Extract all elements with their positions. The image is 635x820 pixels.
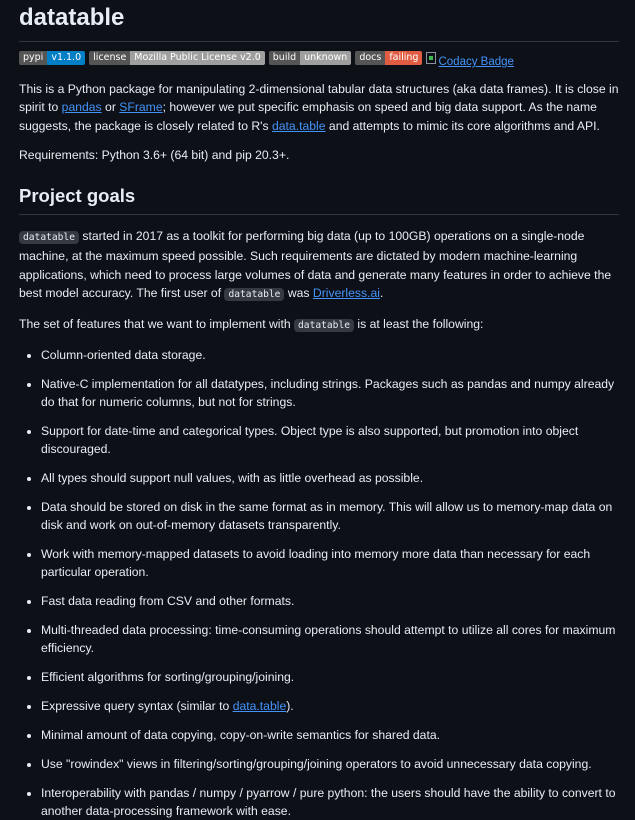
features-intro-text: The set of features that we want to implement with <box>19 317 295 332</box>
badge-label: docs <box>355 51 385 65</box>
badge-value: failing <box>385 51 422 65</box>
list-item: • Fast data reading from CSV and other formats. <box>41 592 619 610</box>
list-item <box>41 697 619 715</box>
list-item: • Native-C implementation for all datatypes, including strings. Packages such as pandas and numpy already do that for numeric columns, but not for strings. <box>41 375 619 412</box>
goals-text: was <box>284 286 313 301</box>
goals-text: started in 2017 as a toolkit for performing big data (up to 100GB) operations on a single-node machine, at the maximum speed possible. Such requirements are dictated by modern machine-learning applications, which need to process large volumes of data and generate many features in order to achieve the best model accuracy. The first user of <box>19 229 612 301</box>
badge-value: Mozilla Public License v2.0 <box>130 51 264 65</box>
list-item: • Column-oriented data storage. <box>41 346 619 364</box>
list-item: • All types should support null values, with as little overhead as possible. <box>41 469 619 487</box>
goals-paragraph <box>19 227 619 304</box>
intro-text: This is a Python package for manipulating 2-dimensional tabular data structures (aka data frames). It is close in spirit to <box>19 82 619 115</box>
pypi-badge[interactable] <box>19 51 85 65</box>
codacy-badge-link[interactable] <box>426 51 513 69</box>
docs-badge[interactable] <box>355 51 422 65</box>
inline-code: datatable <box>224 288 284 301</box>
driverless-link[interactable]: Driverless.ai <box>312 286 380 301</box>
badge-label: license <box>89 51 130 65</box>
datatable-link[interactable]: data.table <box>271 118 326 133</box>
page-title: datatable <box>19 4 619 42</box>
list-item: • Efficient algorithms for sorting/grouping/joining. <box>41 668 619 686</box>
requirements-text: Requirements: Python 3.6+ (64 bit) and pip 20.3+. <box>19 147 290 162</box>
intro-text: and attempts to mimic its core algorithms and API. <box>325 118 600 133</box>
broken-image-icon <box>426 52 436 64</box>
intro-paragraph <box>19 80 619 135</box>
build-badge[interactable] <box>269 51 352 65</box>
intro-text: or <box>101 100 120 115</box>
badge-label: pypi <box>19 51 47 65</box>
list-item: • Use "rowindex" views in filtering/sorting/grouping/joining operators to avoid unnecessary data copying. <box>41 755 619 773</box>
badge-value: unknown <box>300 51 351 65</box>
inline-code: datatable <box>19 231 79 244</box>
badge-label: build <box>269 51 300 65</box>
list-item: • Multi-threaded data processing: time-consuming operations should attempt to utilize all cores for maximum efficiency. <box>41 621 619 658</box>
badge-value: v1.1.0 <box>47 51 85 65</box>
features-list <box>19 346 619 820</box>
list-item-text: ). <box>286 699 294 714</box>
list-item: • Data should be stored on disk in the same format as in memory. This will allow us to memory-map data on disk and work on out-of-memory datasets transparently. <box>41 498 619 535</box>
features-intro-text: is at least the following: <box>354 317 484 332</box>
codacy-badge-alt: Codacy Badge <box>438 56 514 68</box>
sframe-link[interactable]: SFrame <box>119 100 163 115</box>
list-item: • Minimal amount of data copying, copy-on-write semantics for shared data. <box>41 726 619 744</box>
datatable-link[interactable]: data.table <box>232 699 287 714</box>
list-item: • Work with memory-mapped datasets to avoid loading into memory more data than necessary for each particular operation. <box>41 545 619 582</box>
goals-text: . <box>379 286 384 301</box>
list-item-text: Expressive query syntax (similar to <box>41 699 233 714</box>
features-intro <box>19 315 619 335</box>
pandas-link[interactable]: pandas <box>61 100 102 115</box>
inline-code: datatable <box>294 319 354 332</box>
project-goals-heading: Project goals <box>19 185 619 215</box>
intro-text: ; however we put specific emphasis on speed and big data support. As the name suggests, the package is closely related to R's <box>19 100 597 133</box>
badge-row <box>19 51 619 69</box>
list-item: • Interoperability with pandas / numpy / pyarrow / pure python: the users should have the ability to convert to another data-processing framework with ease. <box>41 784 619 820</box>
license-badge[interactable] <box>89 51 265 65</box>
list-item: • Support for date-time and categorical types. Object type is also supported, but promotion into object discouraged. <box>41 422 619 459</box>
